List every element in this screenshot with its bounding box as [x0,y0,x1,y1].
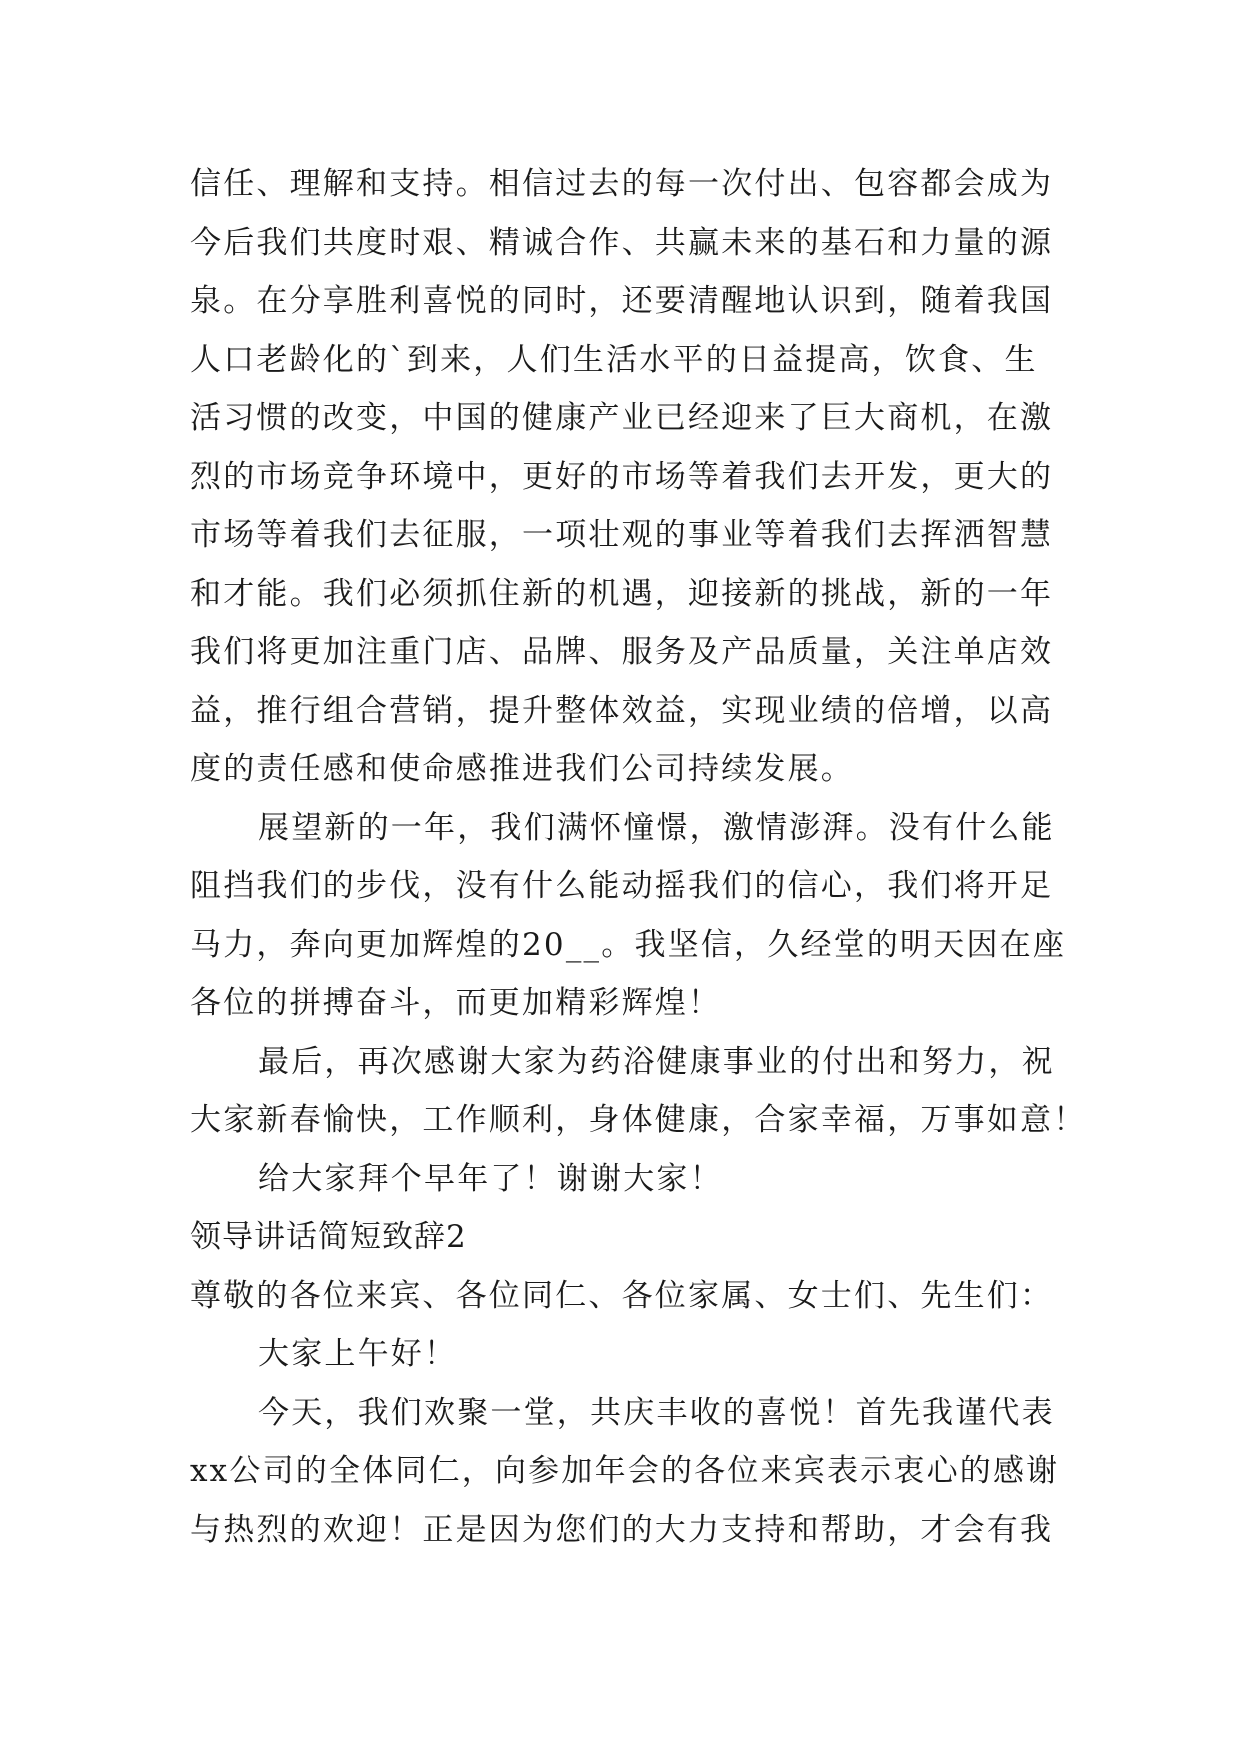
text-line: 与热烈的欢迎！正是因为您们的大力支持和帮助，才会有我 [190,1511,1054,1548]
text-line: 阻挡我们的步伐，没有什么能动摇我们的信心，我们将开足 [190,868,1054,904]
text-line: 泉。在分享胜利喜悦的同时，还要清醒地认识到，随着我国 [190,283,1054,319]
greeting-line: 大家上午好！ [258,1336,458,1372]
text-line: 市场等着我们去征服，一项壮观的事业等着我们去挥洒智慧 [190,517,1054,553]
text-line: xx公司的全体同仁，向参加年会的各位来宾表示衷心的感谢 [190,1453,1060,1489]
text-line: 今后我们共度时艰、精诚合作、共赢未来的基石和力量的源 [190,224,1054,261]
text-line: 信任、理解和支持。相信过去的每一次付出、包容都会成为 [190,166,1054,202]
text-line: 我们将更加注重门店、品牌、服务及产品质量，关注单店效 [190,634,1054,670]
paragraph-start-line: 今天，我们欢聚一堂，共庆丰收的喜悦！首先我谨代表 [258,1394,1055,1431]
text-line: 益，推行组合营销，提升整体效益，实现业绩的倍增，以高 [190,692,1054,729]
text-line: 和才能。我们必须抓住新的机遇，迎接新的挑战，新的一年 [190,575,1054,612]
text-line: 活习惯的改变，中国的健康产业已经迎来了巨大商机，在激 [190,400,1054,436]
paragraph-start-line: 给大家拜个早年了！谢谢大家！ [258,1160,723,1197]
text-line: 烈的市场竞争环境中，更好的市场等着我们去开发，更大的 [190,458,1054,495]
text-line: 人口老龄化的`到来，人们生活水平的日益提高，饮食、生 [190,341,1038,378]
document-body [190,155,1087,1559]
paragraph-start-line: 展望新的一年，我们满怀憧憬，激情澎湃。没有什么能 [258,809,1055,846]
text-line: 各位的拼搏奋斗，而更加精彩辉煌！ [190,985,722,1021]
text-line: 度的责任感和使命感推进我们公司持续发展。 [190,751,854,787]
section-heading: 领导讲话简短致辞2 [190,1219,467,1255]
paragraph-start-line: 最后，再次感谢大家为药浴健康事业的付出和努力，祝 [258,1043,1055,1080]
salutation-line: 尊敬的各位来宾、各位同仁、各位家属、女士们、先生们： [190,1277,1054,1314]
text-line: 马力，奔向更加辉煌的20__。我坚信，久经堂的明天因在座 [190,926,1067,963]
text-line: 大家新春愉快，工作顺利，身体健康，合家幸福，万事如意！ [190,1102,1087,1138]
